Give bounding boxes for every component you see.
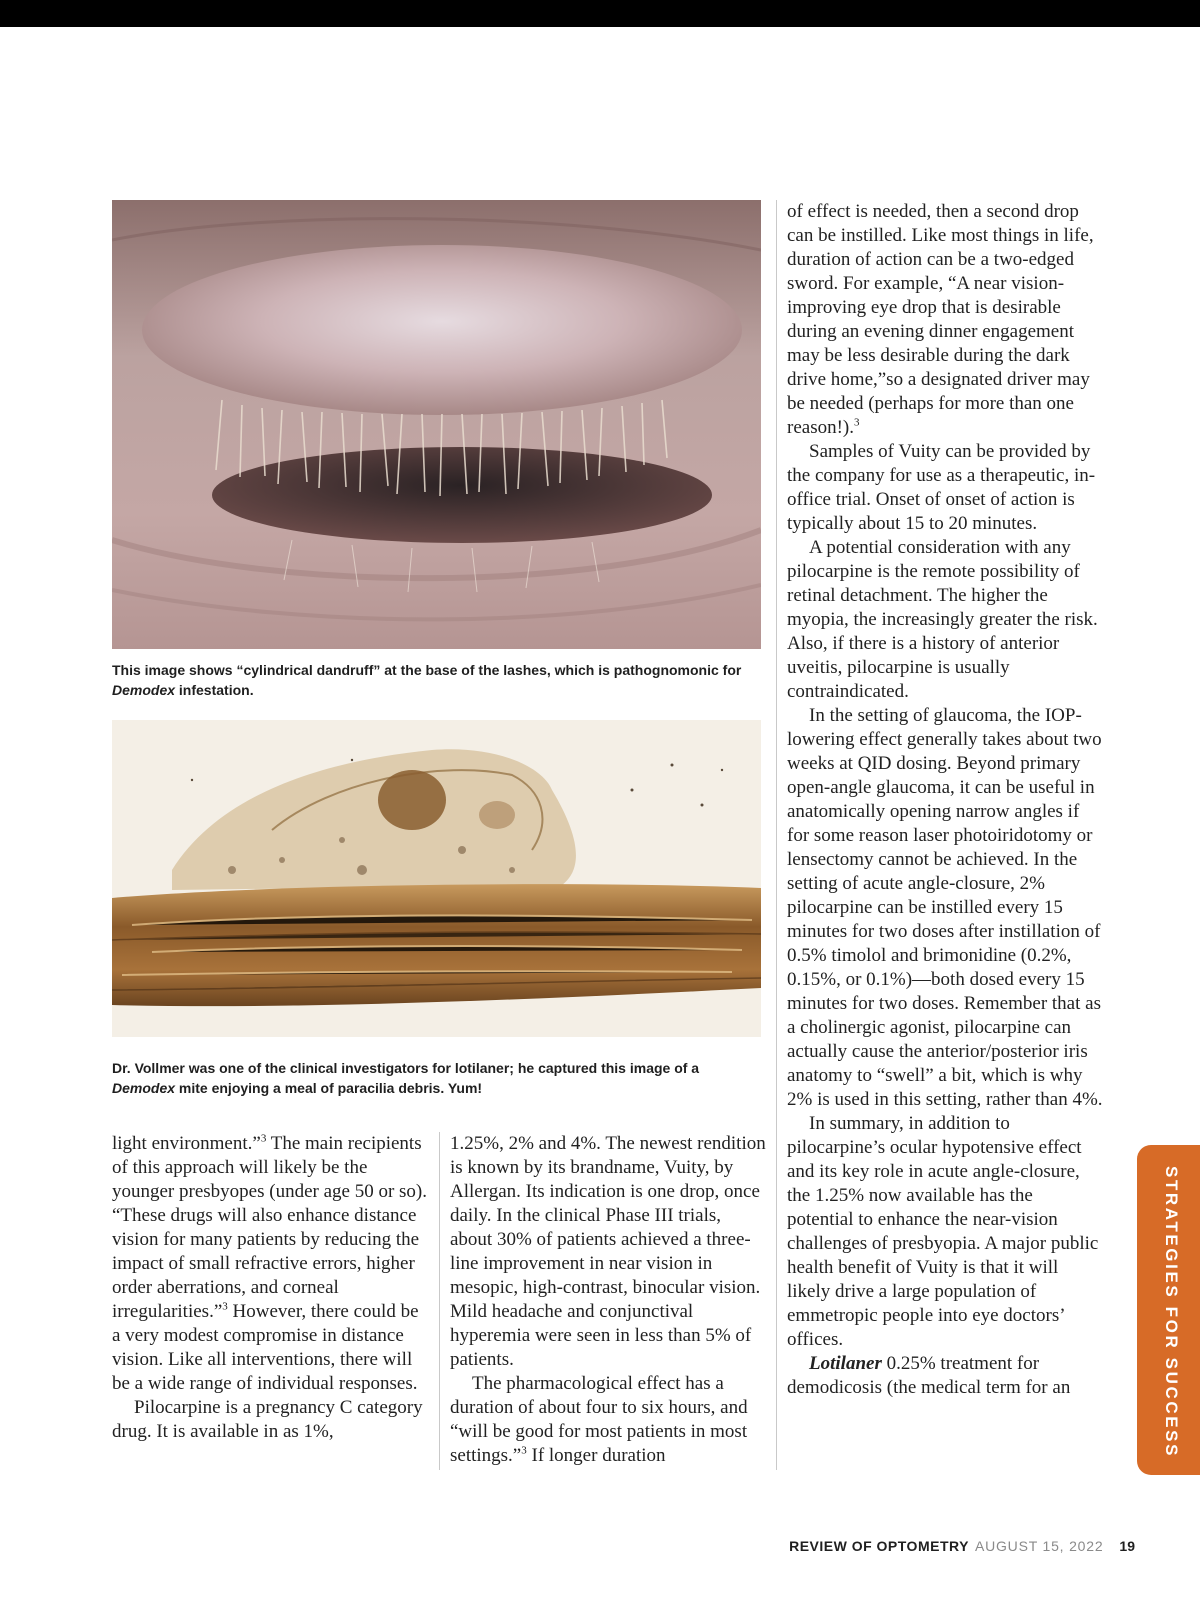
- article-column-3: [787, 200, 1103, 1400]
- reference-superscript: 3: [222, 1300, 228, 1313]
- publication-name: REVIEW OF OPTOMETRY: [789, 1538, 969, 1554]
- paragraph: of effect is needed, then a second drop can be instilled. Like most things in life, duration of action can be a two-edged sword. For example, “A near vision-improving eye drop that is desirable during an evening dinner engagement may be less desirable during the dark drive home,”so a designated driver may be needed (perhaps for more than one reason!).$^3$: [787, 201, 1094, 438]
- figure-caption-1: This image shows “cylindrical dandruff” at the base of the lashes, which is pathognomonic for Demodex infestation.: [112, 662, 742, 698]
- figure-caption-2: Dr. Vollmer was one of the clinical investigators for lotilaner; he captured this image of a Demodex mite enjoying a meal of paracilia debris. Yum!: [112, 1060, 700, 1096]
- reference-superscript: 3: [260, 1132, 267, 1145]
- paragraph: In summary, in addition to pilocarpine’s ocular hypotensive effect and its key role in acute angle-closure, the 1.25% now available has the potential to enhance the near-vision challenges of presbyopia. A major public health benefit of Vuity is that it will likely drive a large population of emmetropic people into eye doctors’ offices.: [787, 1113, 1099, 1350]
- reference-superscript: 3: [854, 416, 860, 429]
- page-number: 19: [1119, 1538, 1135, 1554]
- paragraph: In the setting of glaucoma, the IOP-lowering effect generally takes about two weeks at QID dosing. Beyond primary open-angle glaucoma, it can be useful in anatomically opening narrow angles if for some reason laser photoiridotomy or lensectomy cannot be achieved. In the setting of acute angle-closure, 2% pilocarpine can be instilled every 15 minutes for two doses after instillation of 0.5% timolol and brimonidine (0.2%, 0.15%, or 0.1%)—both dosed every 15 minutes for two doses. Remember that as a cholinergic agonist, pilocarpine can actually cause the anterior/posterior iris anatomy to “swell” a bit, which is why 2% is used in this setting, rather than 4%.: [787, 705, 1103, 1110]
- article-column-1: [112, 1132, 428, 1444]
- paragraph: Pilocarpine is a pregnancy C category drug. It is available in as 1%,: [112, 1397, 423, 1442]
- section-side-tab-label: STRATEGIES FOR SUCCESS: [1162, 1165, 1181, 1459]
- eyelid-lashes-photo: [112, 200, 761, 649]
- article-column-2: [450, 1132, 766, 1468]
- paragraph: light environment.”$^3$ The main recipients of this approach will likely be the younger presbyopes (under age 50 or so). “These drugs will also enhance distance vision for many patients by reducing the impact of small refractive errors, higher order aberrations, and corneal irregularities.”$^3$ However, there could be a very modest compromise in distance vision. Like all interventions, there will be a wide range of individual responses.: [112, 1132, 427, 1394]
- issue-date: AUGUST 15, 2022: [974, 1538, 1104, 1554]
- mite-illustration: [112, 720, 761, 1037]
- eyelid-illustration: [112, 200, 761, 649]
- demodex-mite-micrograph: [112, 720, 761, 1037]
- page-footer: [650, 1538, 1135, 1554]
- paragraph: The pharmacological effect has a duration of about four to six hours, and “will be good for most patients in most settings.”$^3$ If longer duration: [450, 1373, 748, 1466]
- column-divider: [439, 1132, 440, 1470]
- column-divider: [776, 200, 777, 1470]
- paragraph: 1.25%, 2% and 4%. The newest rendition is known by its brandname, Vuity, by Allergan. Its indication is one drop, once daily. In the clinical Phase III trials, about 30% of patients achieved a three-line improvement in near vision in mesopic, high-contrast, binocular vision. Mild headache and conjunctival hyperemia were seen in less than 5% of patients.: [450, 1133, 766, 1370]
- paragraph: A potential consideration with any pilocarpine is the remote possibility of retinal detachment. The higher the myopia, the increasingly greater the risk. Also, if there is a history of anterior uveitis, pilocarpine is usually contraindicated.: [787, 537, 1098, 702]
- paragraph: Samples of Vuity can be provided by the company for use as a therapeutic, in-office trial. Onset of onset of action is typically about 15 to 20 minutes.: [787, 441, 1096, 534]
- paragraph: Lotilaner 0.25% treatment for demodicosis (the medical term for an: [787, 1353, 1071, 1398]
- top-black-bar: [0, 0, 1200, 27]
- reference-superscript: 3: [521, 1444, 527, 1457]
